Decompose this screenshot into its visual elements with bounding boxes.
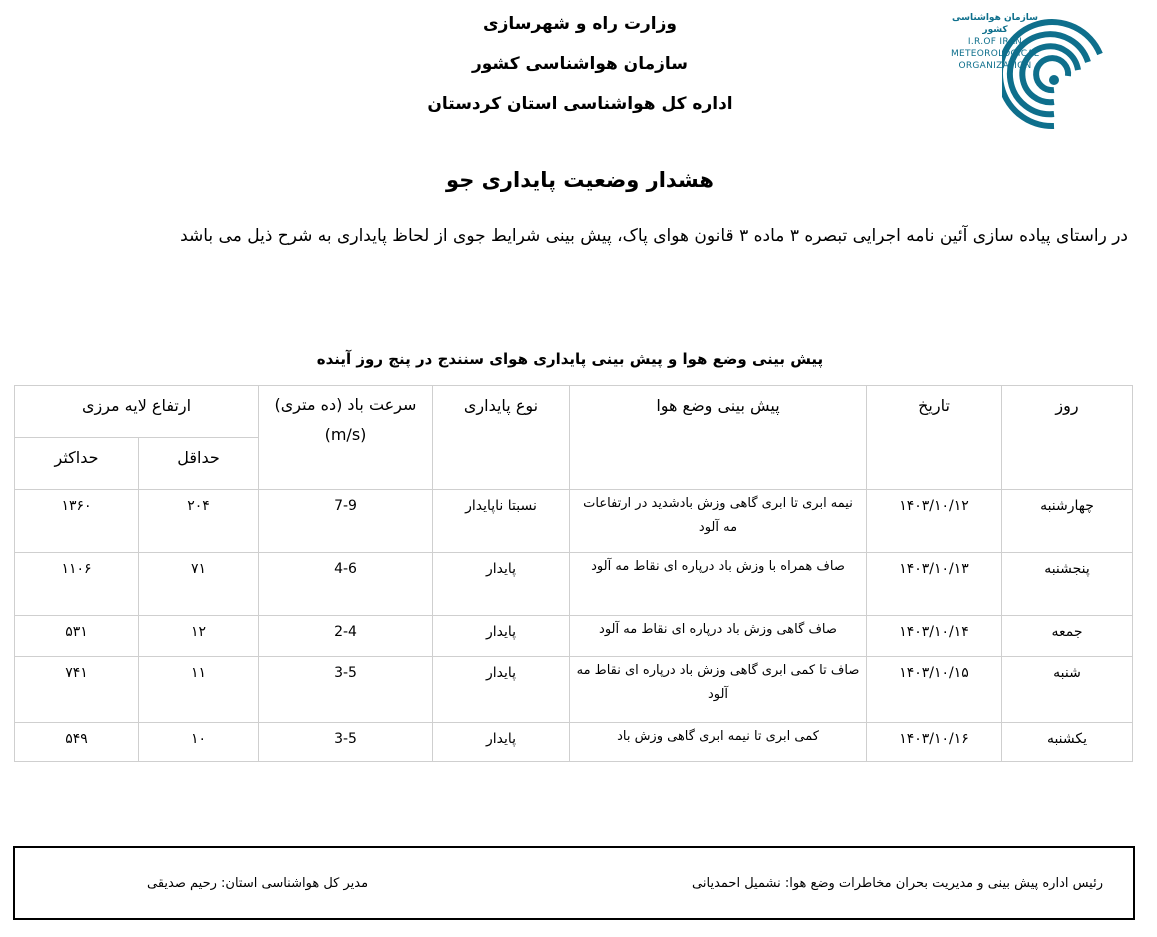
cell-wind: 3-5	[259, 723, 433, 762]
ministry-name: وزارت راه و شهرسازی	[482, 14, 677, 34]
cell-wind: 3-5	[259, 657, 433, 723]
header-boundary-layer: ارتفاع لایه مرزی	[15, 386, 259, 438]
meteorological-organization-logo	[940, 12, 1110, 134]
cell-day: یکشنبه	[1002, 723, 1133, 762]
forecast-head-signature: رئیس اداره پیش بینی و مدیریت بحران مخاطرات وضع هوا: نشمیل احمدیانی	[692, 876, 1103, 891]
page-title: هشدار وضعیت پایداری جو	[446, 168, 714, 192]
header-weather: پیش بینی وضع هوا	[570, 386, 867, 490]
logo-fa-text: سازمان هواشناسی کشور	[951, 13, 1038, 35]
cell-wind: 4-6	[259, 553, 433, 616]
logo-spiral-icon	[1002, 14, 1106, 132]
cell-min: ۱۱	[139, 657, 259, 723]
cell-max: ۵۳۱	[15, 616, 139, 657]
cell-min: ۱۲	[139, 616, 259, 657]
cell-day: جمعه	[1002, 616, 1133, 657]
cell-stability: پایدار	[433, 657, 570, 723]
cell-day: شنبه	[1002, 657, 1133, 723]
cell-max: ۷۴۱	[15, 657, 139, 723]
table-row	[15, 553, 1133, 616]
table-row	[15, 490, 1133, 553]
table-row	[15, 723, 1133, 762]
cell-weather: کمی ابری تا نیمه ابری گاهی وزش باد	[570, 723, 867, 762]
forecast-table	[14, 385, 1133, 762]
cell-wind: 2-4	[259, 616, 433, 657]
logo-en-line1: I.R.OF IRAN	[967, 37, 1023, 47]
logo-en-line3: ORGANIZATION	[958, 61, 1032, 71]
director-general-signature: مدیر کل هواشناسی استان: رحیم صدیقی	[147, 876, 369, 891]
table-caption: پیش بینی وضع هوا و پیش بینی پایداری هوای سنندج در پنج روز آینده	[316, 350, 824, 368]
header-min: حداقل	[139, 438, 259, 490]
header-stability: نوع پایداری	[433, 386, 570, 490]
table-row	[15, 616, 1133, 657]
cell-weather: صاف گاهی وزش باد درپاره ای نقاط مه آلود	[570, 616, 867, 657]
cell-date: ۱۴۰۳/۱۰/۱۶	[867, 723, 1002, 762]
logo-en-line2: METEOROLOGICAL	[950, 49, 1040, 59]
cell-day: چهارشنبه	[1002, 490, 1133, 553]
cell-max: ۵۴۹	[15, 723, 139, 762]
cell-stability: پایدار	[433, 616, 570, 657]
header-max: حداکثر	[15, 438, 139, 490]
cell-date: ۱۴۰۳/۱۰/۱۵	[867, 657, 1002, 723]
header-wind-speed: سرعت باد (ده متری) (m/s)	[259, 386, 433, 490]
intro-paragraph: در راستای پیاده سازی آئین نامه اجرایی تبصره ۳ ماده ۳ قانون هوای پاک، پیش بینی شرایط جوی از لحاظ پایداری به شرح ذیل می باشد	[180, 226, 1128, 246]
header-day: روز	[1002, 386, 1133, 490]
cell-weather: نیمه ابری تا ابری گاهی وزش بادشدید در ارتفاعات مه آلود	[570, 490, 867, 553]
cell-weather: صاف همراه با وزش باد درپاره ای نقاط مه آلود	[570, 553, 867, 616]
cell-day: پنجشنبه	[1002, 553, 1133, 616]
cell-min: ۷۱	[139, 553, 259, 616]
office-name: اداره کل هواشناسی استان کردستان	[427, 94, 733, 114]
cell-max: ۱۳۶۰	[15, 490, 139, 553]
signature-box	[13, 846, 1135, 920]
cell-date: ۱۴۰۳/۱۰/۱۲	[867, 490, 1002, 553]
cell-weather: صاف تا کمی ابری گاهی وزش باد درپاره ای نقاط مه آلود	[570, 657, 867, 723]
cell-stability: پایدار	[433, 553, 570, 616]
cell-min: ۲۰۴	[139, 490, 259, 553]
cell-date: ۱۴۰۳/۱۰/۱۳	[867, 553, 1002, 616]
cell-stability: پایدار	[433, 723, 570, 762]
header-date: تاریخ	[867, 386, 1002, 490]
cell-stability: نسبتا ناپایدار	[433, 490, 570, 553]
cell-min: ۱۰	[139, 723, 259, 762]
organization-name: سازمان هواشناسی کشور	[471, 54, 688, 74]
table-row	[15, 657, 1133, 723]
cell-max: ۱۱۰۶	[15, 553, 139, 616]
cell-wind: 7-9	[259, 490, 433, 553]
cell-date: ۱۴۰۳/۱۰/۱۴	[867, 616, 1002, 657]
